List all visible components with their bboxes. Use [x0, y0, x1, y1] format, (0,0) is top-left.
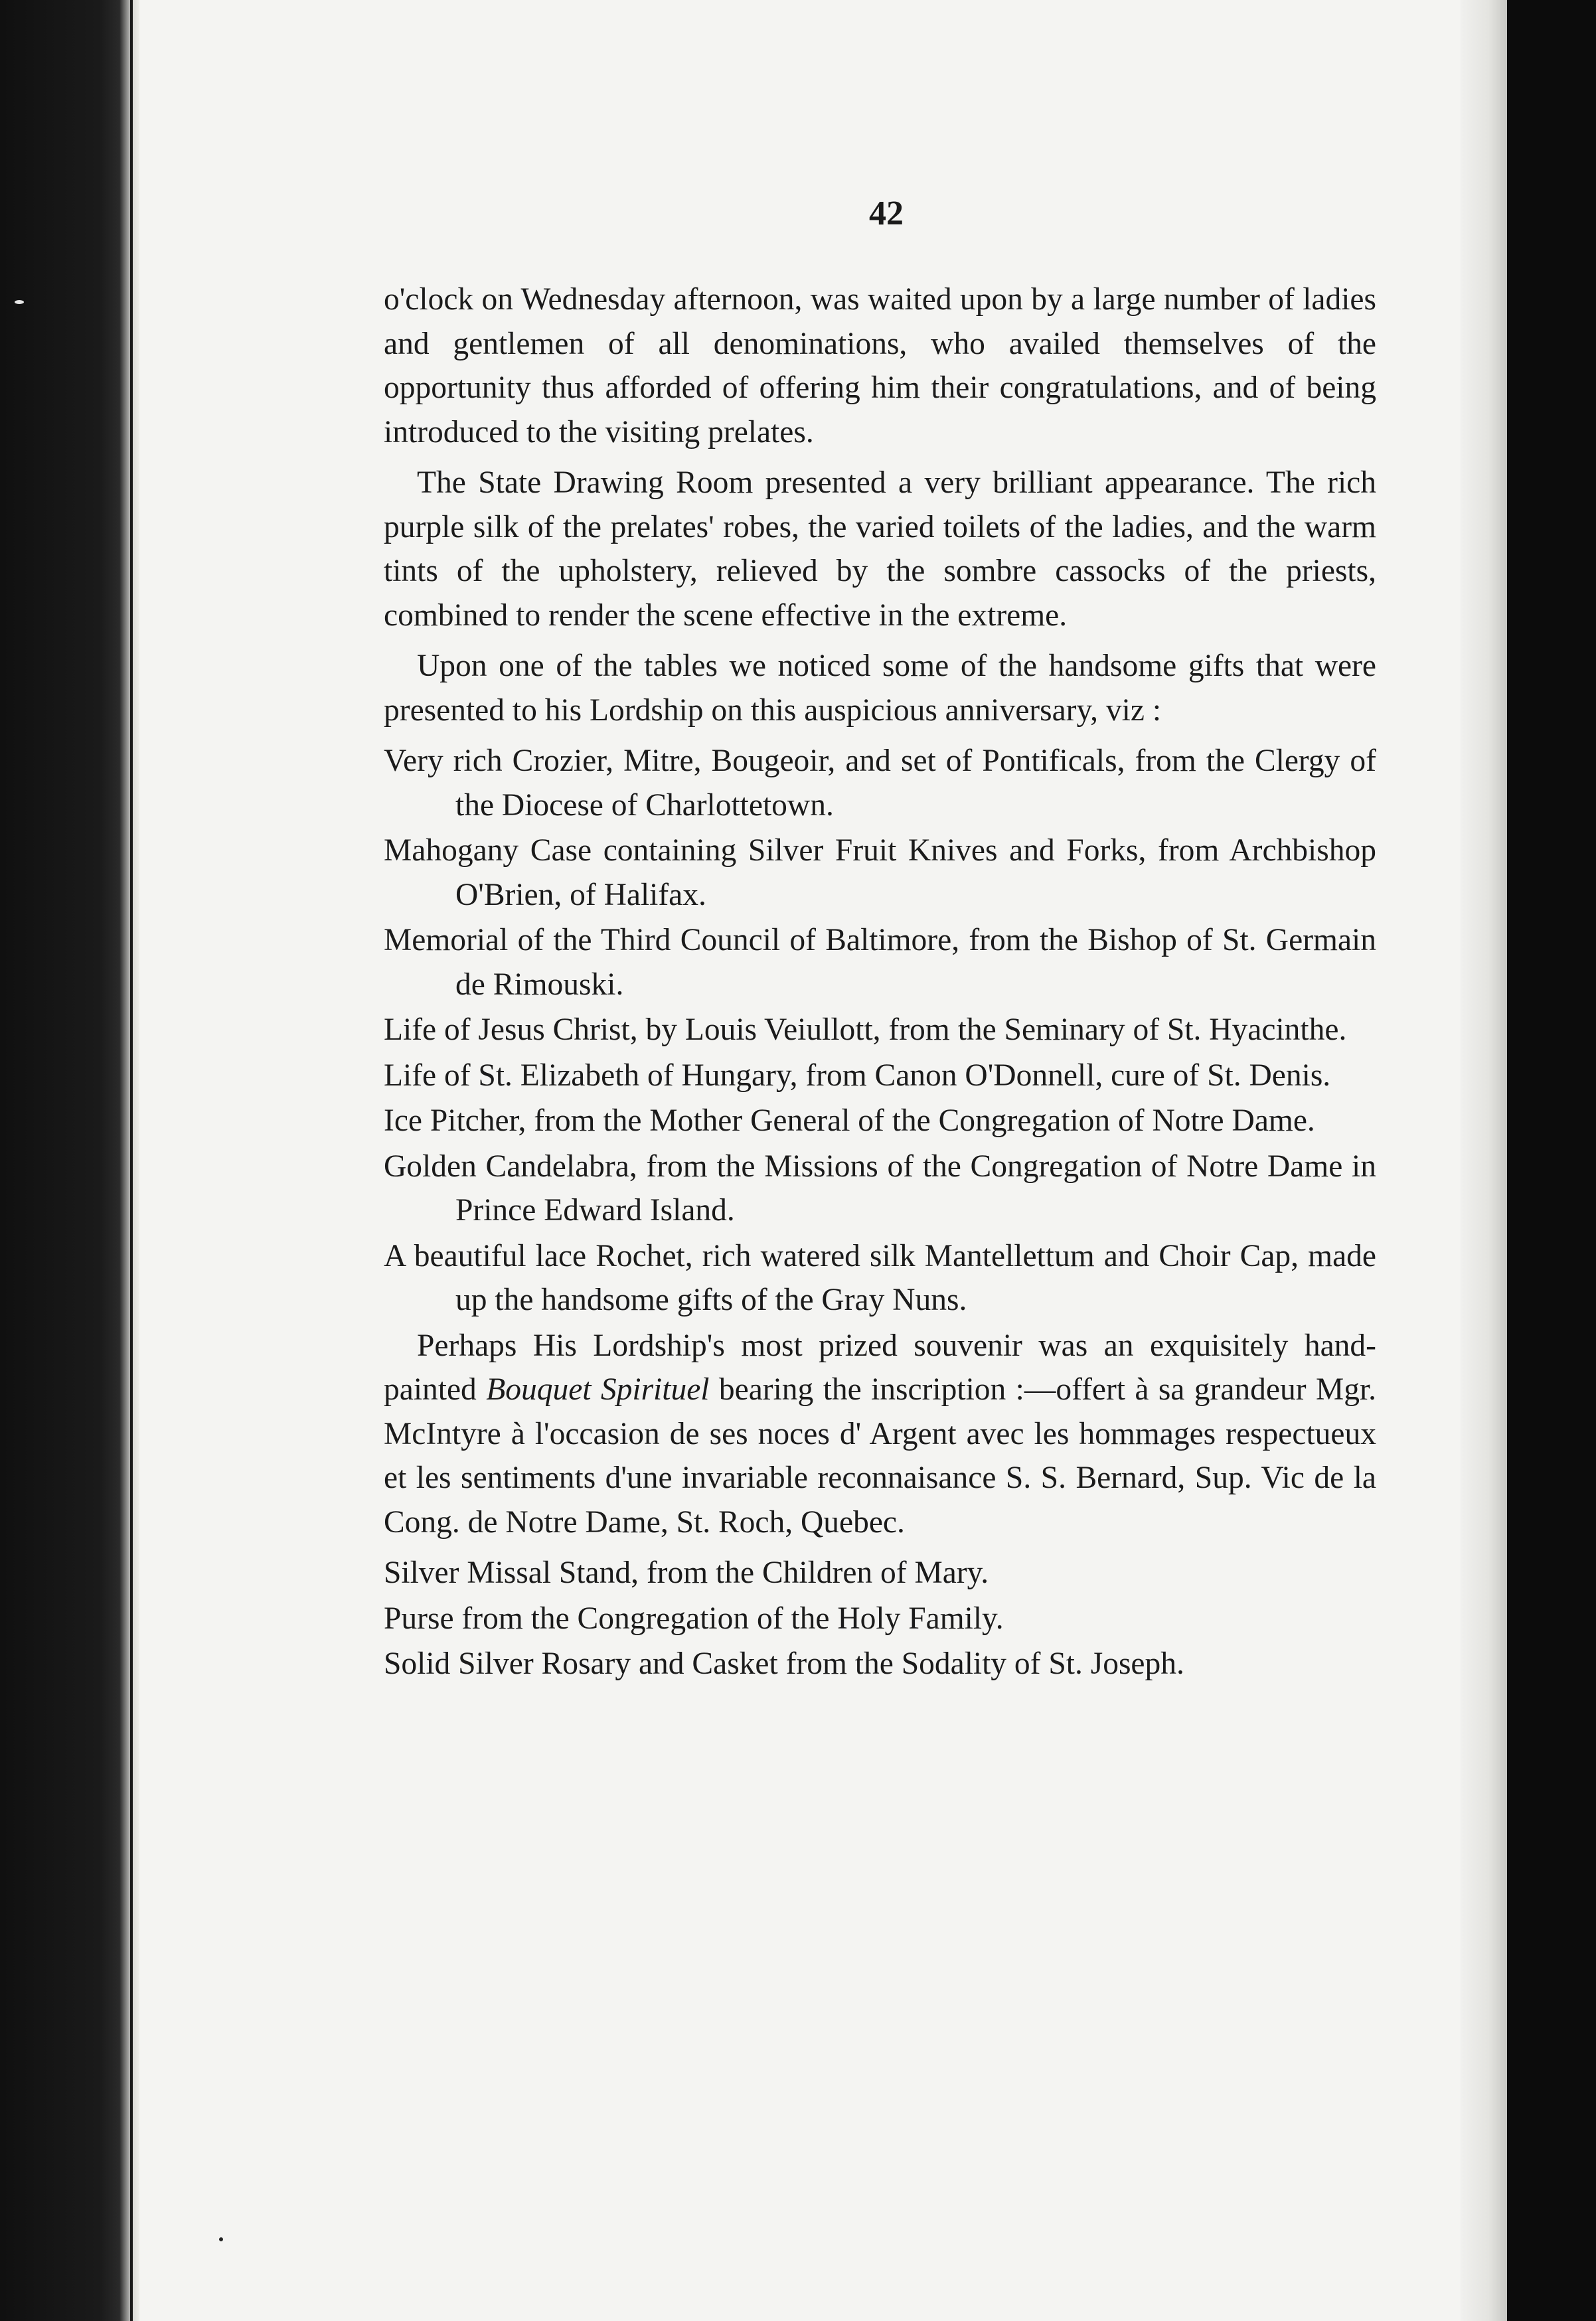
- gift-item: Life of St. Elizabeth of Hungary, from Canon O'Donnell, cure of St. Denis.: [384, 1058, 1331, 1093]
- page-edge-shadow: [1461, 0, 1507, 2321]
- gift-item: Very rich Crozier, Mitre, Bougeoir, and set of Pontificals, from the Clergy of the Diocese of Charlottetown.: [384, 744, 1376, 823]
- left-binding-shadow: [0, 0, 139, 2321]
- right-dark-margin: [1507, 0, 1596, 2321]
- gift-item: Life of Jesus Christ, by Louis Veiullott, from the Seminary of St. Hyacinthe.: [384, 1012, 1347, 1047]
- paragraph-visit: o'clock on Wednesday afternoon, was waited upon by a large number of ladies and gentlemen of all denominations, who availed themselves of the opportunity thus afforded of offering him their congratulations, and of being introduced to the visiting prelates.: [384, 282, 1376, 449]
- gift-item: A beautiful lace Rochet, rich watered silk Mantellettum and Choir Cap, made up the handsome gifts of the Gray Nuns.: [384, 1238, 1376, 1317]
- gift-item: Mahogany Case containing Silver Fruit Knives and Forks, from Archbishop O'Brien, of Halifax.: [384, 833, 1376, 912]
- binding-line: [130, 0, 133, 2321]
- gift-item: Ice Pitcher, from the Mother General of the Congregation of Notre Dame.: [384, 1103, 1315, 1138]
- souvenir-title: Bouquet Spirituel: [486, 1372, 710, 1407]
- closing-gift-item: Purse from the Congregation of the Holy Family.: [384, 1601, 1004, 1636]
- paragraph-gifts-intro: Upon one of the tables we noticed some of the handsome gifts that were presented to his Lordship on this auspicious anniversary, viz :: [384, 649, 1376, 728]
- gift-item: Golden Candelabra, from the Missions of the Congregation of Notre Dame in Prince Edward Island.: [384, 1149, 1376, 1228]
- gift-item: Memorial of the Third Council of Baltimore, from the Bishop of St. Germain de Rimouski.: [384, 923, 1376, 1002]
- page-number: 42: [869, 195, 904, 232]
- scan-speck: [219, 2237, 223, 2241]
- scan-speck: [15, 300, 24, 304]
- souvenir-inscription: bearing the inscription :—offert à sa grandeur Mgr. McIntyre à l'occasion de ses noces d' Argent avec les hommages respectueux et les sentiments d'une invariable reconnaisance S. S. Bernard, Sup. Vic de la Cong. de Notre Dame, St. Roch, Quebec.: [384, 1372, 1377, 1540]
- paragraph-drawing-room: The State Drawing Room presented a very brilliant appearance. The rich purple silk of the prelates' robes, the varied toilets of the ladies, and the warm tints of the upholstery, relieved by the sombre cassocks of the priests, combined to render the scene effective in the extreme.: [384, 465, 1376, 633]
- closing-gift-item: Silver Missal Stand, from the Children of Mary.: [384, 1556, 989, 1590]
- page-text: [384, 278, 1376, 1688]
- closing-gift-item: Solid Silver Rosary and Casket from the Sodality of St. Joseph.: [384, 1646, 1184, 1681]
- paragraph-souvenir: [384, 1324, 1376, 1545]
- souvenir-text-start: Perhaps His Lordship's most prized souvenir was an exquisitely hand-painted: [384, 1328, 1376, 1407]
